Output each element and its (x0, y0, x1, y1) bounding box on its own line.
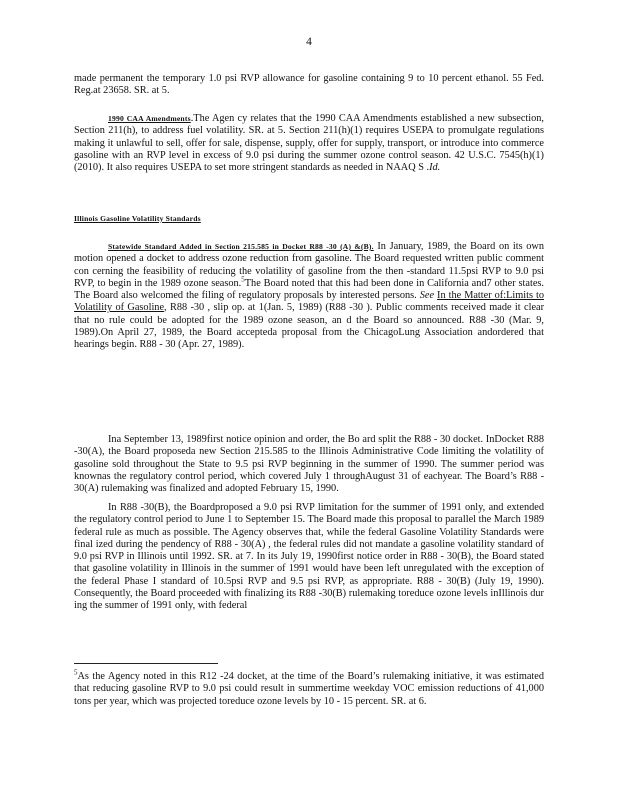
footnote (74, 668, 544, 708)
statewide-text-a: In January, 1989, the Board on its own motion opened a docket to address ozone reduction from gasoline. The Board requested written public comment con cerning the feasibility of reducing the volatility of gasoline from the then -standard 11.5psi RVP to 9.0 psi RVP, to begin in the 1989 ozone season. (74, 241, 544, 289)
amendments-id-cite: Id. (429, 162, 441, 174)
statewide-text-b: The Board noted that this had been done in California and7 other states. The Board also welcomed the filing of regulatory proposals by interested persons. (74, 277, 544, 302)
statewide-text-c: , R88 -30 , slip op. at 1(Jan. 5, 1989) (R88 -30 ). Public comments received made it clear that no rule could be adopted for the 1989 ozone season, an d the Board so announced. R88 -30 (Mar. 9, 1989).On April 27, 1989, the Board accepteda proposal from the ChicagoLung Association andordered that hearings begin. R88 - 30 (Apr. 27, 1989). (74, 302, 545, 351)
see-signal: See (419, 290, 435, 302)
footnote-text: As the Agency noted in this R12 -24 docket, at the time of the Board’s rulemaking initiative, it was estimated that reducing gasoline RVP to 9.0 psi could result in summertime weekday VOC emission reductions of 41,000 tons per year, which was projected toreduce ozone levels by 10 - 15 percent. SR. at 6. (74, 671, 544, 707)
statewide-paragraph (74, 241, 544, 352)
split-docket-text: Ina September 13, 1989first notice opinion and order, the Bo ard split the R88 - 30 docket. InDocket R88 -30(A), the Board proposeda new Section 215.585 to the Illinois Administrative Code limiting the volatility of gasoline sold throughout the State to 9.5 psi RVP beginning in the summer of 1990. The summer period was knownas the regulatory control period, which covered July 1 throughAugust 31 of eachyear. The Board’s R88 - 30(A) rulemaking was finalized and adopted February 15, 1990. (74, 434, 544, 495)
amendments-paragraph (74, 113, 544, 174)
section-heading-block (74, 213, 544, 225)
statewide-heading: Statewide Standard Added in Section 215.585 in Docket R88 -30 (A) &(B). (108, 242, 374, 251)
intro-paragraph (74, 73, 544, 98)
section-heading: Illinois Gasoline Volatility Standards (74, 214, 201, 223)
page-number: 4 (306, 36, 312, 48)
footnote-reference: 5 (241, 275, 245, 284)
r88-30b-text: In R88 -30(B), the Boardproposed a 9.0 psi RVP limitation for the summer of 1991 only, and extended the regulatory control period to June 1 to September 15. The Board made this proposal to parallel the March 1989 federal rule as much as possible. The Agency observes that, while the federal Gasoline Volatility Standards were final ized during the pendency of R88 - 30(A) , the federal rules did not mandate a gasoline volatility standard of 9.0 psi RVP in Illinois until 1992. SR. at 7. In its July 19, 1990first notice order in R88 - 30(B), the Board stated that gasoline volatility in Illinois in the summer of 1991 would have been left unregulated with the exception of the federal Phase I standard of 10.5psi RVP and 9.5 psi RVP, as appropriate. R88 - 30(B) (July 19, 1990). Consequently, the Board proceeded with finalizing its R88 -30(B) rulemaking toreduce ozone levels inIllinois dur ing the summer of 1991 only, with federal (74, 502, 544, 612)
footnote-marker: 5 (74, 668, 78, 677)
split-docket-paragraph (74, 434, 544, 495)
footnote-separator (74, 663, 218, 664)
amendments-text: .The Agen cy relates that the 1990 CAA Amendments established a new subsection, Section 211(h), to address fuel volatility. SR. at 5. Section 211(h)(1) requires USEPA to promulgate regulations making it unlawful to sell, offer for sale, dispense, supply, offer for supply, transport, or introduce into commerce gasoline with an RVP level in excess of 9.0 psi during the summer ozone control season. 42 U.S.C. 7545(h)(1) (2010). It also requires USEPA to set more stringent standards as needed in NAAQ S . (74, 113, 544, 174)
case-citation: In the Matter of:Limits to Volatility of Gasoline (74, 290, 545, 314)
intro-text: made permanent the temporary 1.0 psi RVP allowance for gasoline containing 9 to 10 percent ethanol. 55 Fed. Reg.at 23658. SR. at 5. (74, 73, 544, 97)
amendments-heading: 1990 CAA Amendments (108, 114, 191, 123)
r88-30b-paragraph (74, 502, 544, 613)
